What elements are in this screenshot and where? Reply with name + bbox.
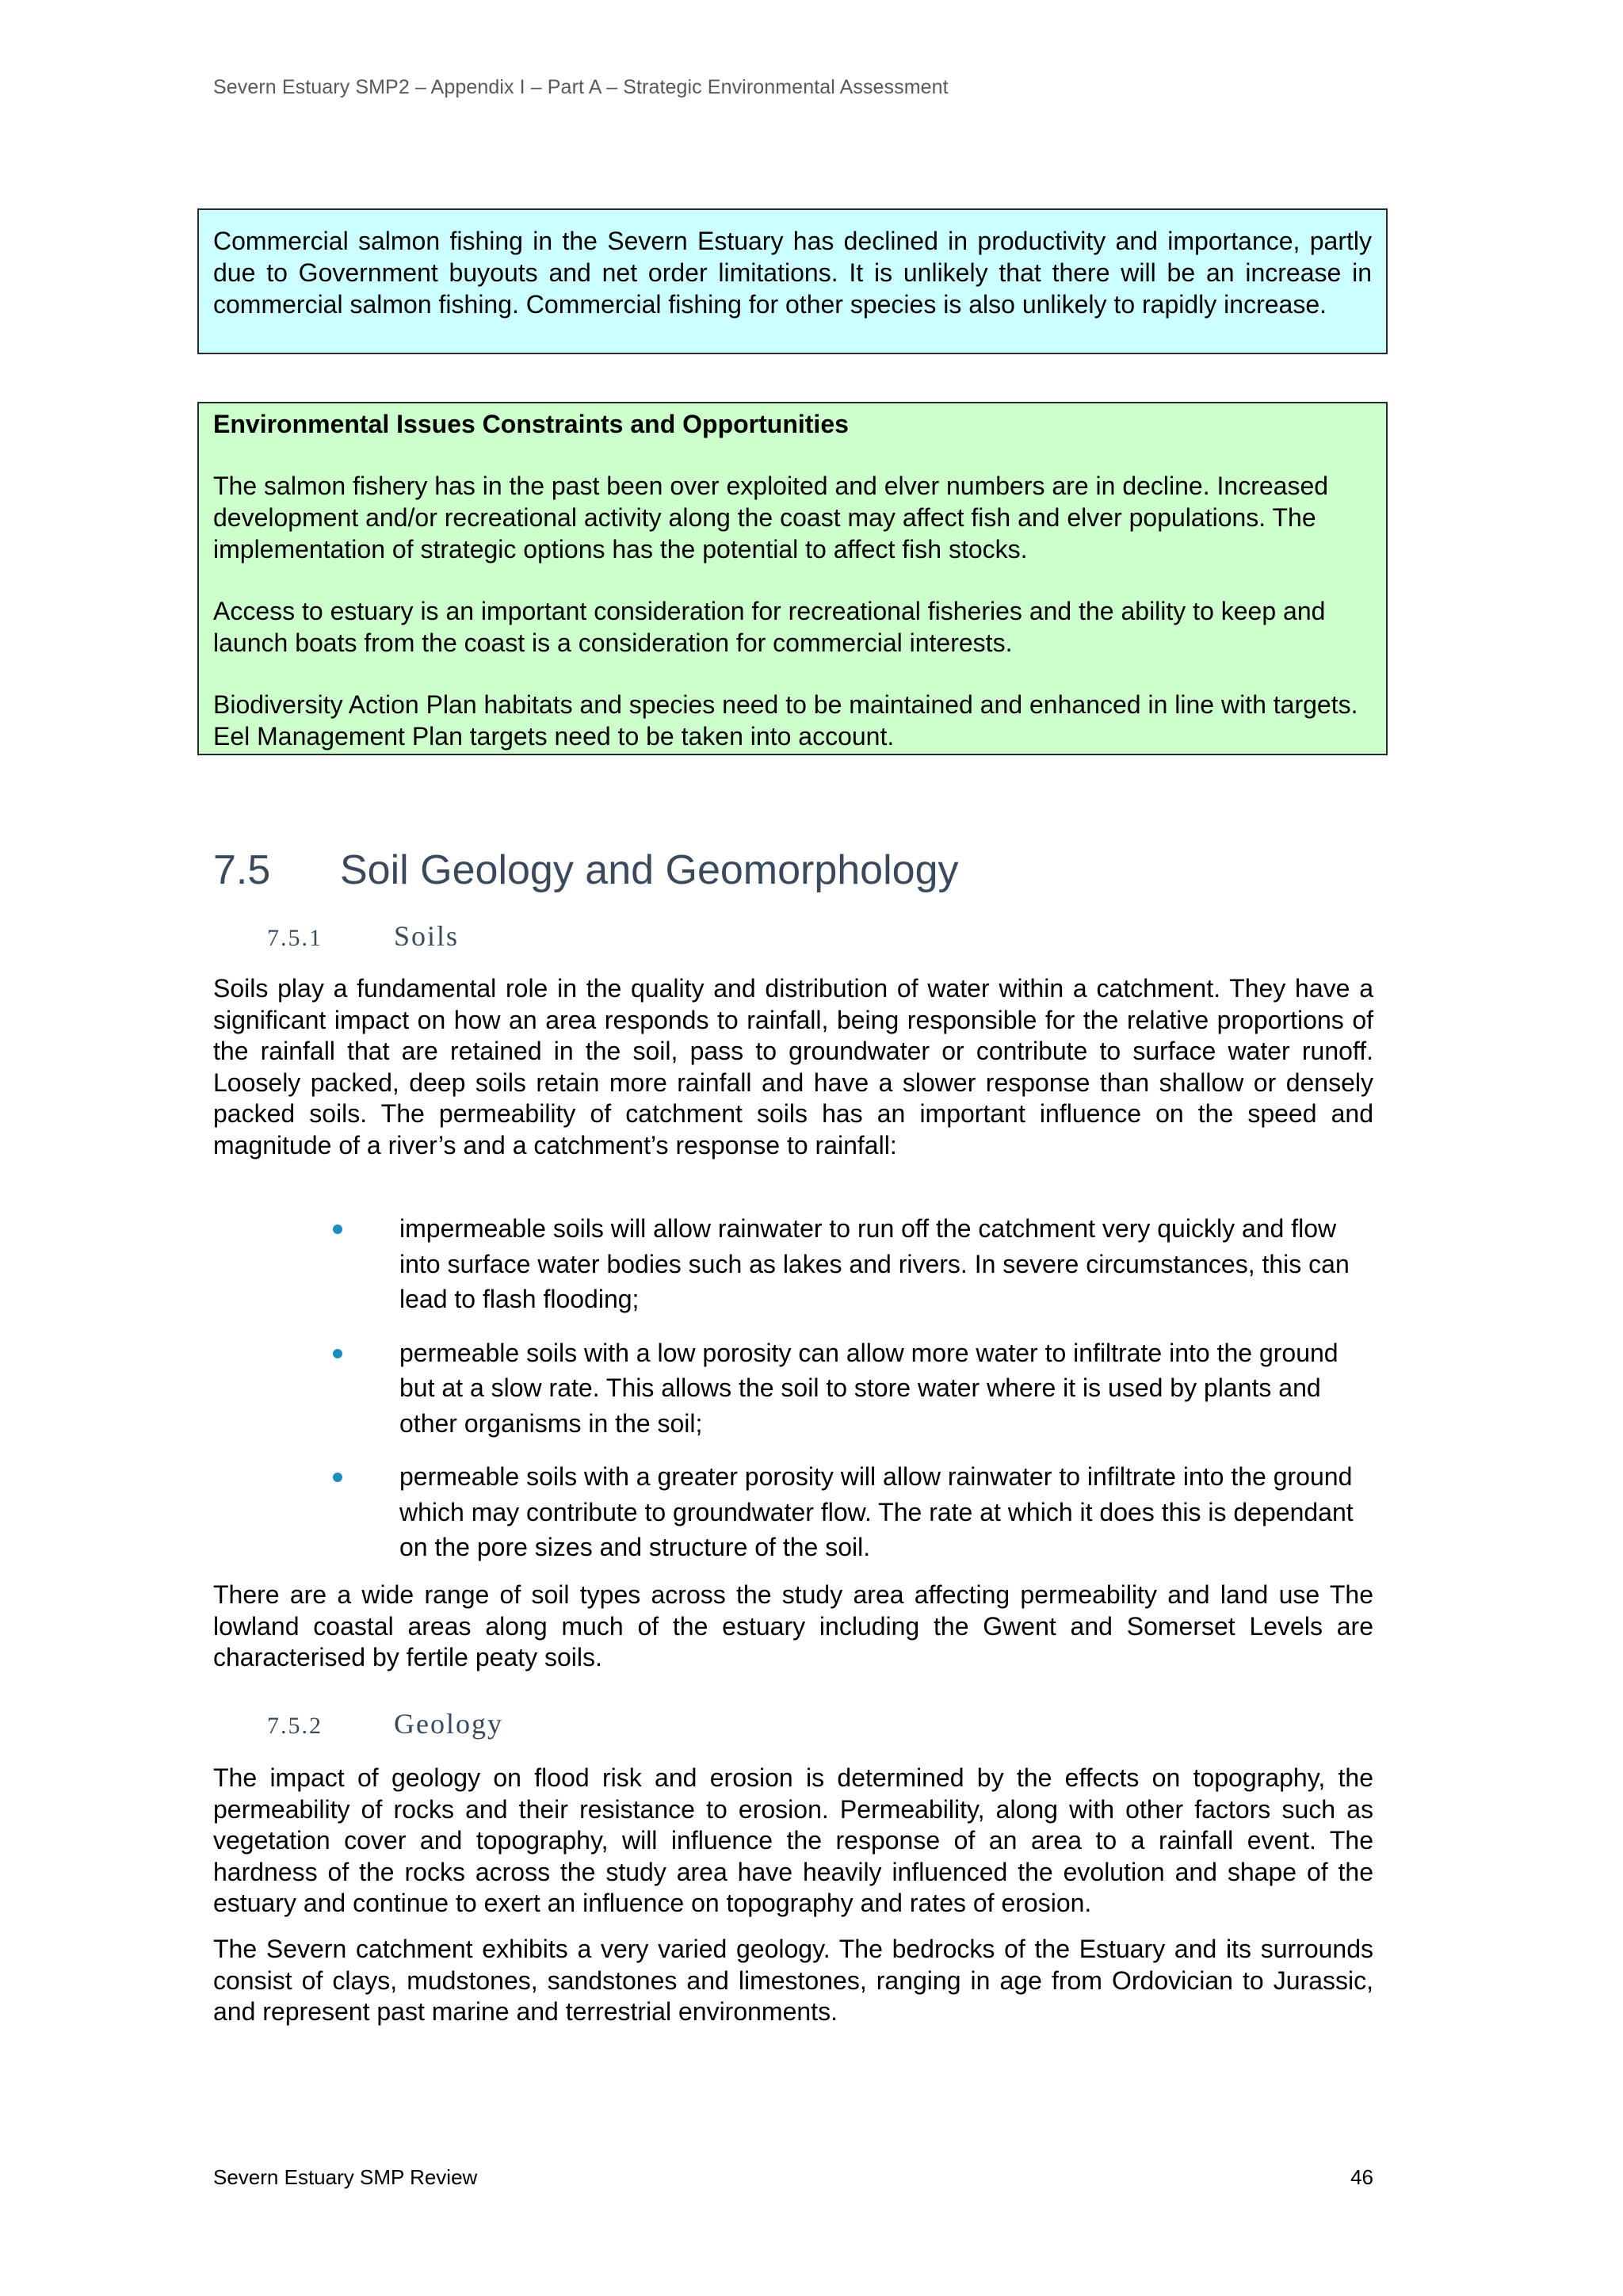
section-title: Soil Geology and Geomorphology	[340, 847, 959, 893]
running-header: Severn Estuary SMP2 – Appendix I – Part A – Strategic Environmental Assessment	[213, 76, 949, 98]
soil-permeability-list	[333, 1211, 1363, 1584]
subsection-heading-soils	[267, 919, 459, 953]
list-item	[333, 1335, 1363, 1442]
subsection-title: Geology	[394, 1708, 503, 1740]
list-item	[333, 1459, 1363, 1565]
subsection-number: 7.5.1	[267, 925, 323, 951]
environmental-issues-box	[197, 402, 1388, 755]
section-number: 7.5	[213, 847, 271, 893]
footer-title: Severn Estuary SMP Review	[213, 2165, 478, 2189]
issues-box-title: Environmental Issues Constraints and Opportunities	[213, 410, 849, 438]
page-number: 46	[1350, 2165, 1373, 2189]
list-item-text: permeable soils with a low porosity can allow more water to infiltrate into the ground but at a slow rate. This allows the soil to store water where it is used by plants and other organisms in the soil;	[399, 1338, 1338, 1438]
subsection-number: 7.5.2	[267, 1713, 323, 1739]
soils-closing-paragraph: There are a wide range of soil types across the study area affecting permeability and land use The lowland coastal areas along much of the estuary including the Gwent and Somerset Levels are characterised by fertile peaty soils.	[213, 1580, 1373, 1671]
subsection-heading-geology	[267, 1707, 503, 1740]
soils-intro-paragraph: Soils play a fundamental role in the quality and distribution of water within a catchment. They have a significant impact on how an area responds to rainfall, being responsible for the relative proportions of the rainfall that are retained in the soil, pass to groundwater or contribute to surface water runoff. Loosely packed, deep soils retain more rainfall and have a slower response than shallow or densely packed soils. The permeability of catchment soils has an important influence on the speed and magnitude of a river’s and a catchment’s response to rainfall:	[213, 974, 1373, 1159]
issues-paragraph: Biodiversity Action Plan habitats and species need to be maintained and enhanced in line with targets. Eel Management Plan targets need to be taken into account.	[213, 690, 1358, 751]
bullet-icon	[333, 1224, 342, 1234]
subsection-title: Soils	[394, 920, 460, 952]
section-heading	[213, 846, 958, 894]
summary-text: Commercial salmon fishing in the Severn Estuary has declined in productivity and importance, partly due to Government buyouts and net order limitations. It is unlikely that there will be an increase in commercial salmon fishing. Commercial fishing for other species is also unlikely to rapidly increase.	[213, 227, 1372, 319]
geology-paragraph: The impact of geology on flood risk and erosion is determined by the effects on topography, the permeability of rocks and their resistance to erosion. Permeability, along with other factors such as vegetation cover and topography, will influence the response of an area to a rainfall event. The hardness of the rocks across the study area have heavily influenced the evolution and shape of the estuary and continue to exert an influence on topography and rates of erosion.	[213, 1763, 1373, 1917]
list-item	[333, 1211, 1363, 1317]
bullet-icon	[333, 1473, 342, 1482]
issues-paragraph: The salmon fishery has in the past been over exploited and elver numbers are in decline. Increased development and/or recreational activity along the coast may affect fish and elver populations. The implementation of strategic options has the potential to affect fish stocks.	[213, 472, 1329, 563]
geology-paragraph: The Severn catchment exhibits a very varied geology. The bedrocks of the Estuary and its surrounds consist of clays, mudstones, sandstones and limestones, ranging in age from Ordovician to Jurassic, and represent past marine and terrestrial environments.	[213, 1935, 1373, 2026]
list-item-text: impermeable soils will allow rainwater to run off the catchment very quickly and flow into surface water bodies such as lakes and rivers. In severe circumstances, this can lead to flash flooding;	[399, 1214, 1350, 1313]
summary-box	[197, 208, 1388, 354]
bullet-icon	[333, 1349, 342, 1358]
issues-paragraph: Access to estuary is an important consideration for recreational fisheries and the ability to keep and launch boats from the coast is a consideration for commercial interests.	[213, 597, 1326, 657]
list-item-text: permeable soils with a greater porosity will allow rainwater to infiltrate into the ground which may contribute to groundwater flow. The rate at which it does this is dependant on the pore sizes and structure of the soil.	[399, 1462, 1354, 1561]
